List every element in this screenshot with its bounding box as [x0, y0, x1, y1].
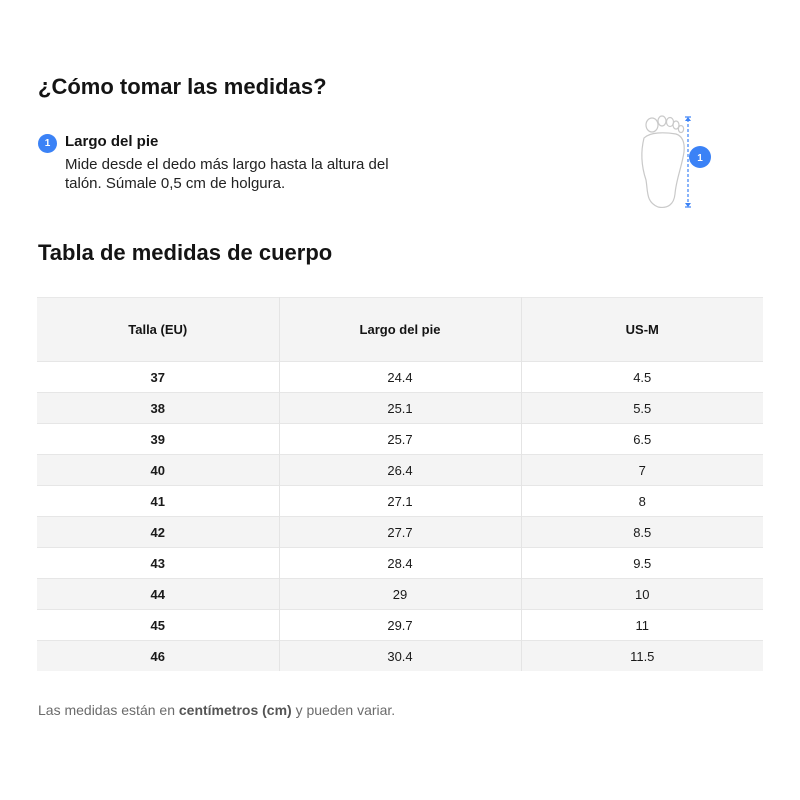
cell-foot-length: 27.7 [279, 517, 521, 548]
cell-eu-size: 37 [37, 362, 279, 393]
cell-foot-length: 26.4 [279, 455, 521, 486]
table-row [37, 517, 763, 548]
foot-diagram [630, 108, 720, 212]
table-row [37, 579, 763, 610]
step-description: Mide desde el dedo más largo hasta la altura del talón. Súmale 0,5 cm de holgura. [65, 156, 389, 192]
table-row [37, 424, 763, 455]
size-table [37, 297, 763, 671]
cell-us-m: 8.5 [521, 517, 763, 548]
cell-eu-size: 43 [37, 548, 279, 579]
cell-us-m: 5.5 [521, 393, 763, 424]
table-row [37, 393, 763, 424]
cell-foot-length: 29 [279, 579, 521, 610]
step-title: Largo del pie [65, 133, 159, 150]
table-row [37, 486, 763, 517]
table-title: Tabla de medidas de cuerpo [38, 240, 333, 265]
table-row [37, 455, 763, 486]
table-row [37, 641, 763, 672]
header-eu-size: Talla (EU) [37, 298, 279, 362]
cell-eu-size: 40 [37, 455, 279, 486]
cell-foot-length: 25.1 [279, 393, 521, 424]
cell-eu-size: 39 [37, 424, 279, 455]
cell-us-m: 11.5 [521, 641, 763, 672]
cell-foot-length: 25.7 [279, 424, 521, 455]
cell-us-m: 6.5 [521, 424, 763, 455]
page-title: ¿Cómo tomar las medidas? [38, 74, 327, 99]
table-header-row [37, 298, 763, 362]
header-us-m: US-M [521, 298, 763, 362]
table-row [37, 548, 763, 579]
cell-eu-size: 44 [37, 579, 279, 610]
foot-outline-icon [642, 116, 684, 207]
cell-eu-size: 45 [37, 610, 279, 641]
footnote [38, 702, 395, 718]
cell-foot-length: 29.7 [279, 610, 521, 641]
table-row [37, 362, 763, 393]
measure-arrow-icon [685, 117, 691, 207]
cell-eu-size: 42 [37, 517, 279, 548]
cell-us-m: 8 [521, 486, 763, 517]
cell-us-m: 9.5 [521, 548, 763, 579]
header-foot-length: Largo del pie [279, 298, 521, 362]
step-number-badge: 1 [38, 134, 57, 153]
footnote-unit: centímetros (cm) [178, 702, 292, 718]
footnote-prefix: Las medidas están en [38, 702, 179, 718]
cell-us-m: 11 [521, 610, 763, 641]
cell-foot-length: 24.4 [279, 362, 521, 393]
cell-us-m: 4.5 [521, 362, 763, 393]
cell-eu-size: 41 [37, 486, 279, 517]
cell-us-m: 10 [521, 579, 763, 610]
cell-eu-size: 38 [37, 393, 279, 424]
cell-foot-length: 30.4 [279, 641, 521, 672]
cell-us-m: 7 [521, 455, 763, 486]
cell-foot-length: 28.4 [279, 548, 521, 579]
cell-eu-size: 46 [37, 641, 279, 672]
cell-foot-length: 27.1 [279, 486, 521, 517]
table-row [37, 610, 763, 641]
figure-marker-label: 1 [697, 153, 703, 164]
footnote-suffix: y pueden variar. [291, 702, 396, 718]
